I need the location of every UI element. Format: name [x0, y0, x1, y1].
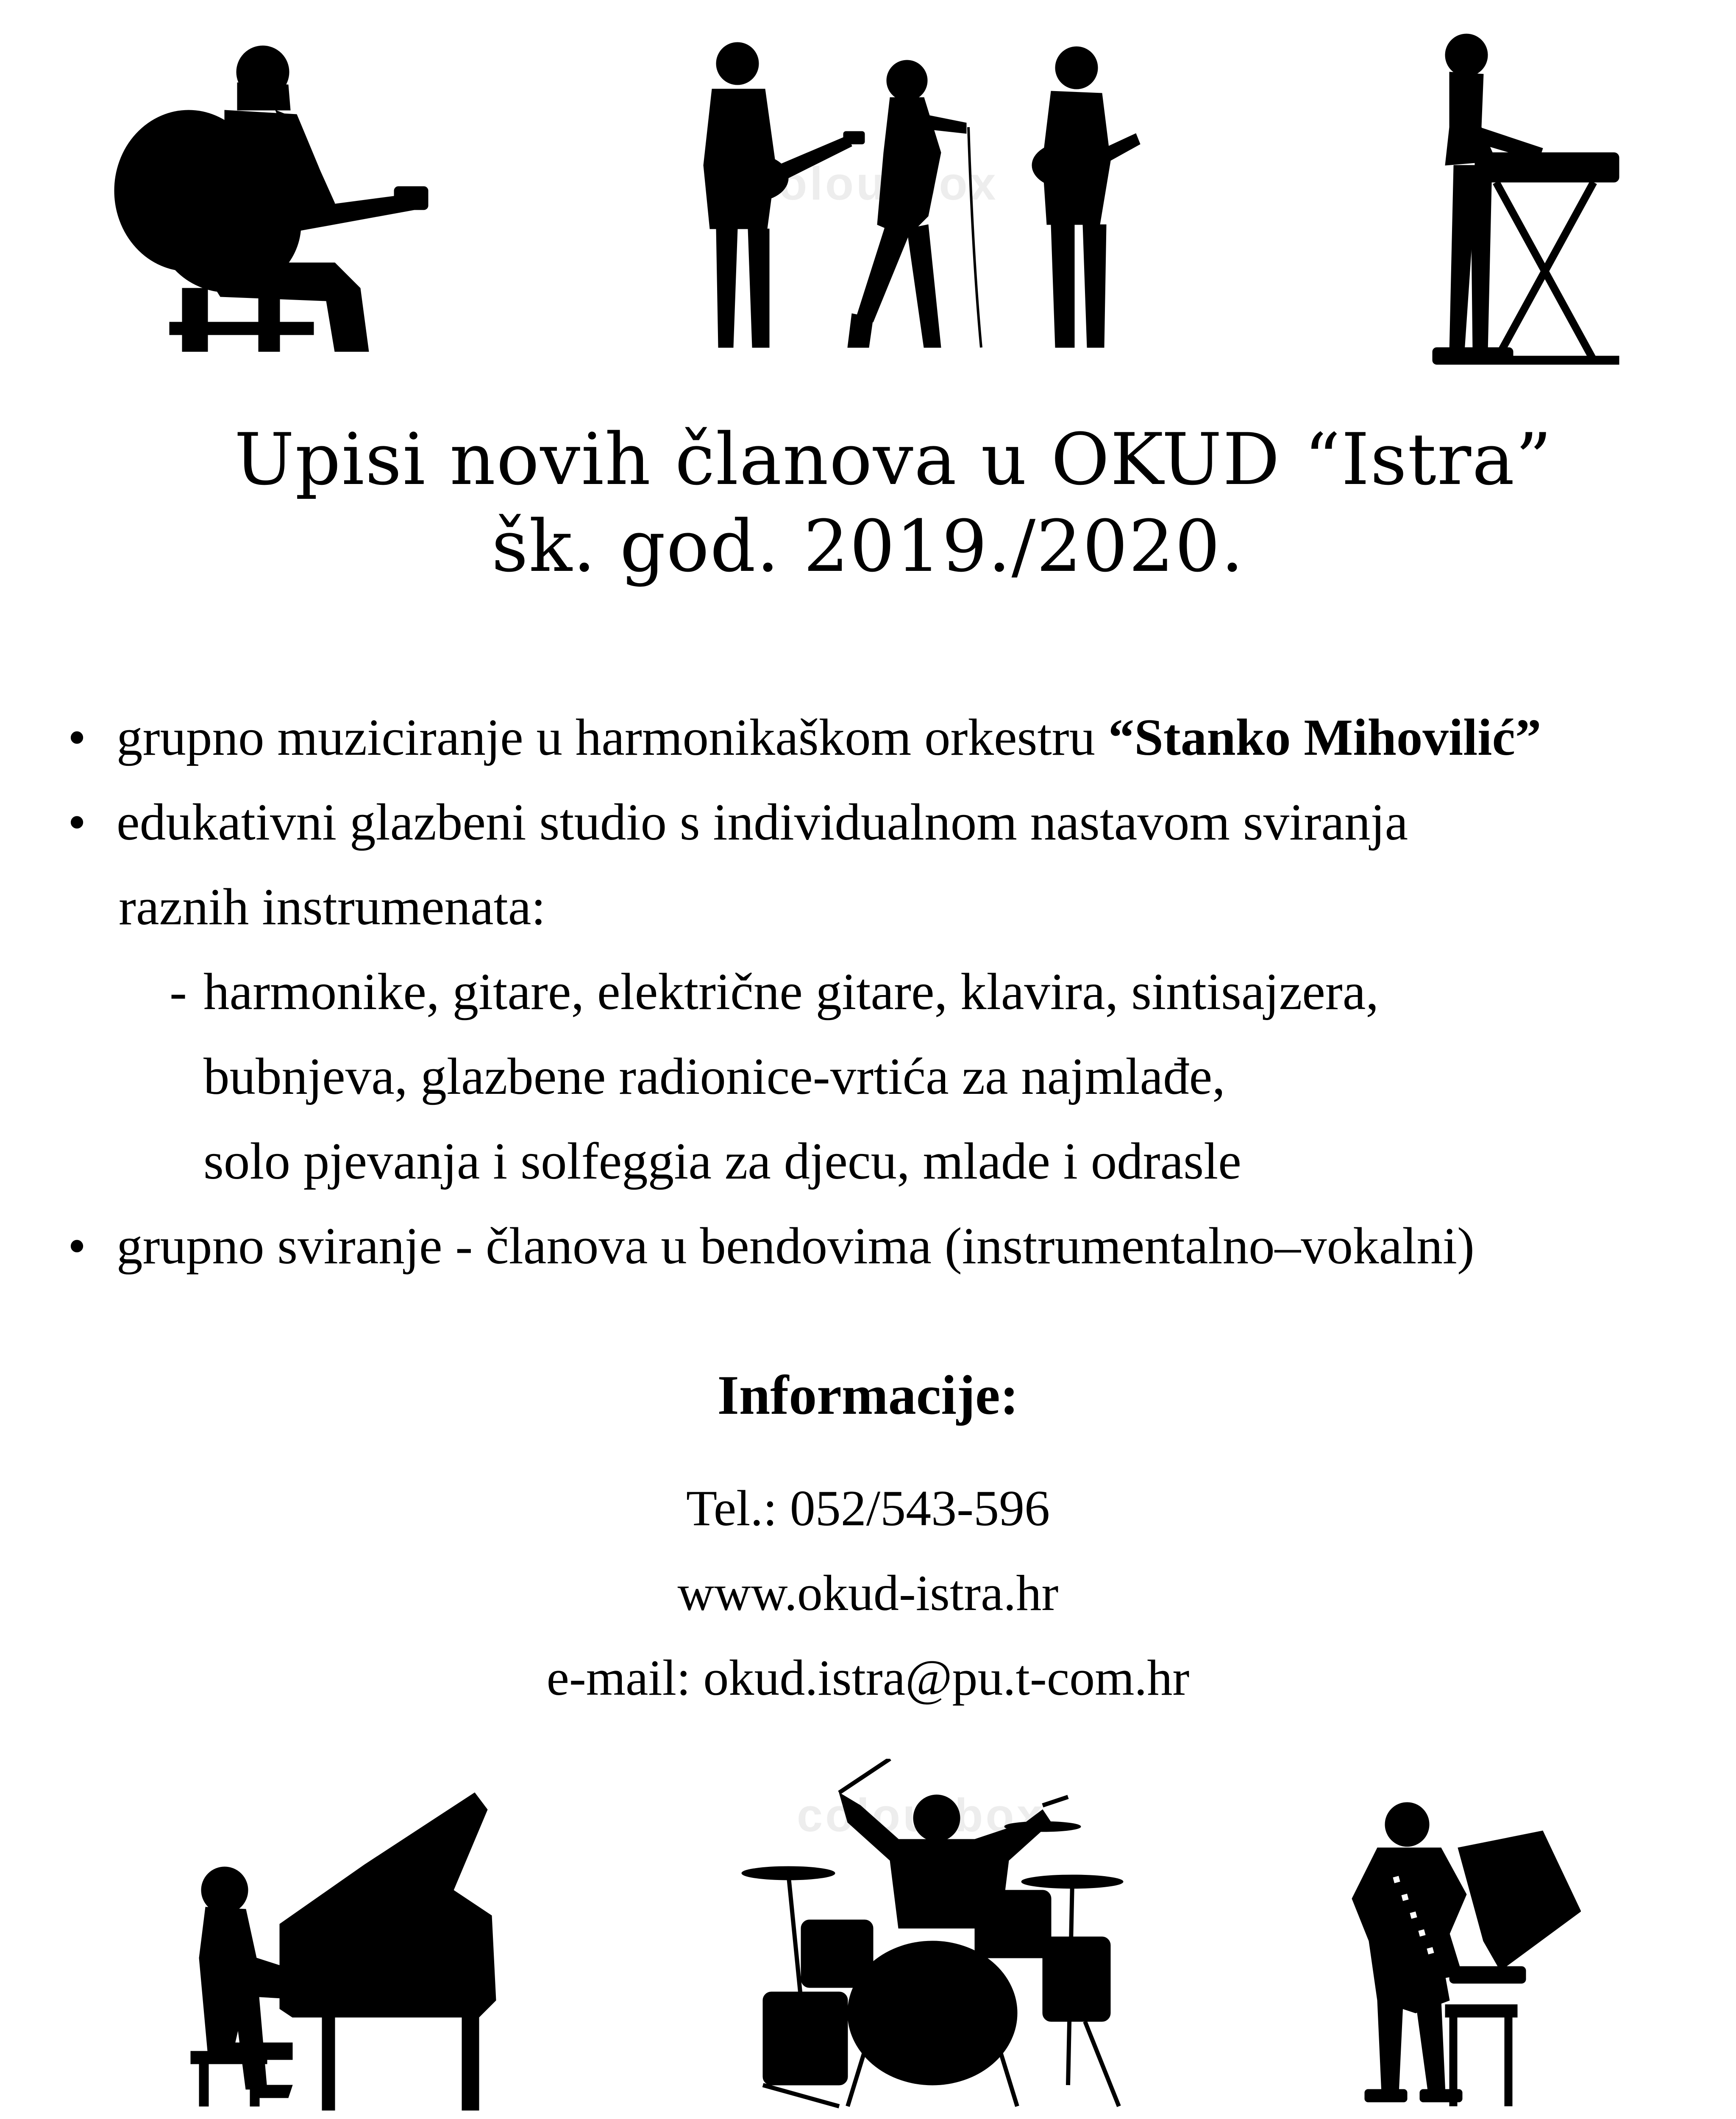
list-item-text: edukativni glazbeni studio s individualnom nastavom sviranja: [117, 793, 1408, 851]
list-item-text: [117, 695, 1541, 780]
watermark-text: colourbox: [797, 1789, 1045, 1841]
list-item-continuation: [68, 865, 1721, 949]
sub-list-text: solo pjevanja i solfeggia za djecu, mlade i odrasle: [203, 1132, 1241, 1190]
info-heading: Informacije:: [717, 1364, 1019, 1426]
phone-number: Tel.: 052/543-596: [686, 1480, 1050, 1536]
sub-list-text: bubnjeva, glazbene radionice-vrtića za najmlađe,: [203, 1047, 1225, 1105]
sub-list-item-continuation: [68, 1119, 1721, 1204]
program-list: [68, 695, 1721, 1288]
bullet-icon: •: [68, 793, 86, 851]
website-link[interactable]: www.okud-istra.hr: [677, 1565, 1059, 1621]
sub-list-item-continuation: [68, 1034, 1721, 1119]
list-item: [68, 695, 1721, 780]
pianist-icon: [182, 1780, 504, 2111]
list-item-text: raznih instrumenata:: [119, 878, 546, 936]
watermark-text: colourbox: [750, 158, 999, 210]
list-item-label: grupno muziciranje u harmonikaškom orkestru: [117, 708, 1108, 766]
bullet-icon: •: [68, 1217, 86, 1275]
email-address[interactable]: e-mail: okud.istra@pu.t-com.hr: [546, 1649, 1190, 1706]
orchestra-name: “Stanko Mihovilić”: [1108, 708, 1541, 766]
sub-list-text: harmonike, gitare, električne gitare, klavira, sintisajzera,: [203, 962, 1379, 1021]
bullet-icon: •: [68, 708, 86, 766]
list-item-text: grupno sviranje - članova u bendovima (instrumentalno–vokalni): [117, 1217, 1475, 1275]
page-subtitle: šk. god. 2019./2020.: [491, 505, 1245, 588]
list-item: [68, 780, 1721, 865]
accordionist-icon: [1344, 1801, 1581, 2106]
dash-marker: -: [170, 962, 187, 1021]
list-item: [68, 1204, 1721, 1288]
sub-list-item: [68, 949, 1721, 1034]
page-title: Upisi novih članova u OKUD “Istra”: [234, 418, 1553, 501]
guitarist-icon: [97, 25, 437, 352]
keyboardist-icon: [1390, 21, 1628, 373]
